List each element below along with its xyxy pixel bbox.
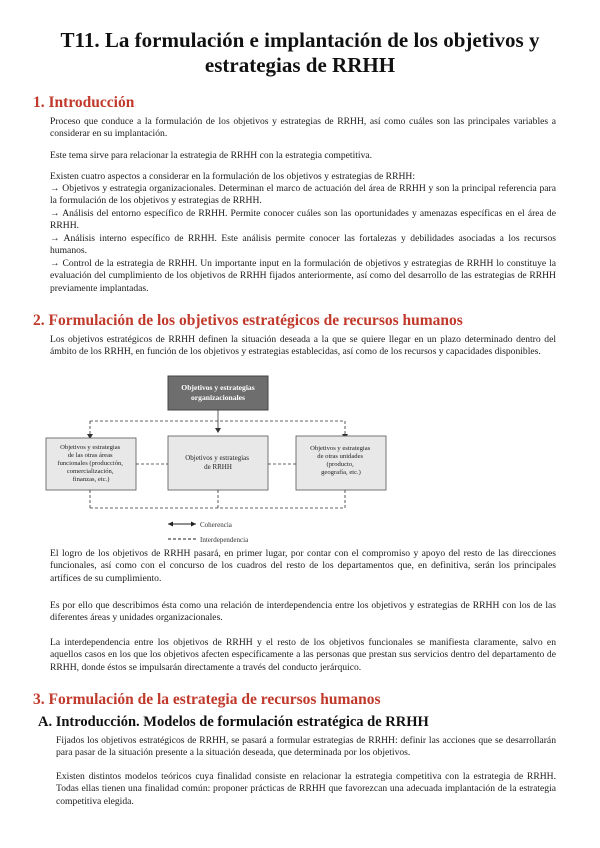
legend-coherence-label: Coherencia: [200, 521, 232, 529]
section-3a-paragraph-1: Fijados los objetivos estratégicos de RRHH, se pasará a formular estrategias de RRHH: definir las acciones que se desarrollarán para pasar de la situación presente a la situación deseada, que determinada por los objetivos.: [56, 735, 556, 759]
section-2-heading: 2. Formulación de los objetivos estratégicos de recursos humanos: [33, 312, 463, 329]
diagram-top-label-line2: organizacionales: [191, 393, 245, 402]
section-2-paragraph-2: El logro de los objetivos de RRHH pasará, en primer lugar, por contar con el compromiso y apoyo del resto de las direcciones funcionales, así como con el concurso de los cuadros del resto de los departamentos que, en definitiva, serán los principales artífices de su cumplimiento.: [50, 548, 556, 584]
section-1-bullet-3: → Análisis interno específico de RRHH. Este análisis permite conocer las fortalezas y debilidades asociadas a los recursos humanos.: [50, 233, 556, 257]
diagram-left-label: Objetivos y estrategias de las otras áreas funcionales (producción, comercialización, finanzas, etc.): [57, 444, 123, 483]
document-title: T11. La formulación e implantación de los objetivos y estrategias de RRHH: [60, 28, 540, 77]
section-1-paragraph-2: Este tema sirve para relacionar la estrategia de RRHH con la estrategia competitiva.: [50, 150, 373, 161]
section-2-paragraph-1: Los objetivos estratégicos de RRHH definen la situación deseada a la que se quiere llegar en un plazo determinado dentro del ámbito de los RRHH, en función de los objetivos y estrategias establecidas, así como de los recursos y capacidades disponibles.: [50, 334, 556, 358]
section-1-bullet-2: → Análisis del entorno específico de RRHH. Permite conocer cuáles son las oportunidades y amenazas específicas en el área de RRHH.: [50, 208, 556, 232]
section-1-bullet-4: → Control de la estrategia de RRHH. Un importante input en la formulación de objetivos y estrategias de RRHH lo constituye la evaluación del cumplimiento de los objetivos de RRHH fijados anteriormente, así como del desarrollo de las estrategias de RRHH previamente implantadas.: [50, 258, 556, 294]
section-2-paragraph-4: La interdependencia entre los objetivos de RRHH y el resto de los objetivos funcionales se manifiesta claramente, salvo en aquellos casos en los que los objetivos afecten específicamente a las personas que prestan sus servicios dentro del departamento de RRHH, donde éstos se impulsarán directamente a través del conducto jerárquico.: [50, 637, 556, 673]
section-1-paragraph-1: Proceso que conduce a la formulación de los objetivos y estrategias de RRHH, así como cuáles son las principales variables a considerar en su implantación.: [50, 116, 556, 140]
diagram-middle-label: Objetivos y estrategias de RRHH: [185, 454, 250, 471]
objectives-diagram: [40, 374, 390, 552]
diagram-right-label: Objetivos y estrategias de otras unidades (producto, geografía, etc.): [310, 445, 371, 476]
legend-interdependence-label: Interdependencia: [200, 536, 249, 544]
section-1-bullet-1: → Objetivos y estrategia organizacionales. Determinan el marco de actuación del área de RRHH y son la principal referencia para la formulación de los objetivos y estrategias de RRHH.: [50, 183, 556, 207]
section-3-heading: 3. Formulación de la estrategia de recursos humanos: [33, 691, 381, 708]
section-1-heading: 1. Introducción: [33, 94, 135, 111]
section-3a-paragraph-2: Existen distintos modelos teóricos cuya finalidad consiste en relacionar la estrategia competitiva con la estrategia de RRHH. Todas ellas tienen una finalidad común: proponer prácticas de RRHH que favorezcan una adecuada implantación de la estrategia competitiva elegida.: [56, 771, 556, 807]
section-3a-heading: A. Introducción. Modelos de formulación estratégica de RRHH: [38, 714, 429, 730]
section-1-paragraph-3: Existen cuatro aspectos a considerar en la formulación de los objetivos y estrategias de RRHH:: [50, 171, 415, 182]
section-2-paragraph-3: Es por ello que describimos ésta como una relación de interdependencia entre los objetivos y estrategias de RRHH con los de las diferentes áreas y unidades organizacionales.: [50, 600, 556, 624]
diagram-top-label-line1: Objetivos y estrategias: [181, 383, 255, 392]
